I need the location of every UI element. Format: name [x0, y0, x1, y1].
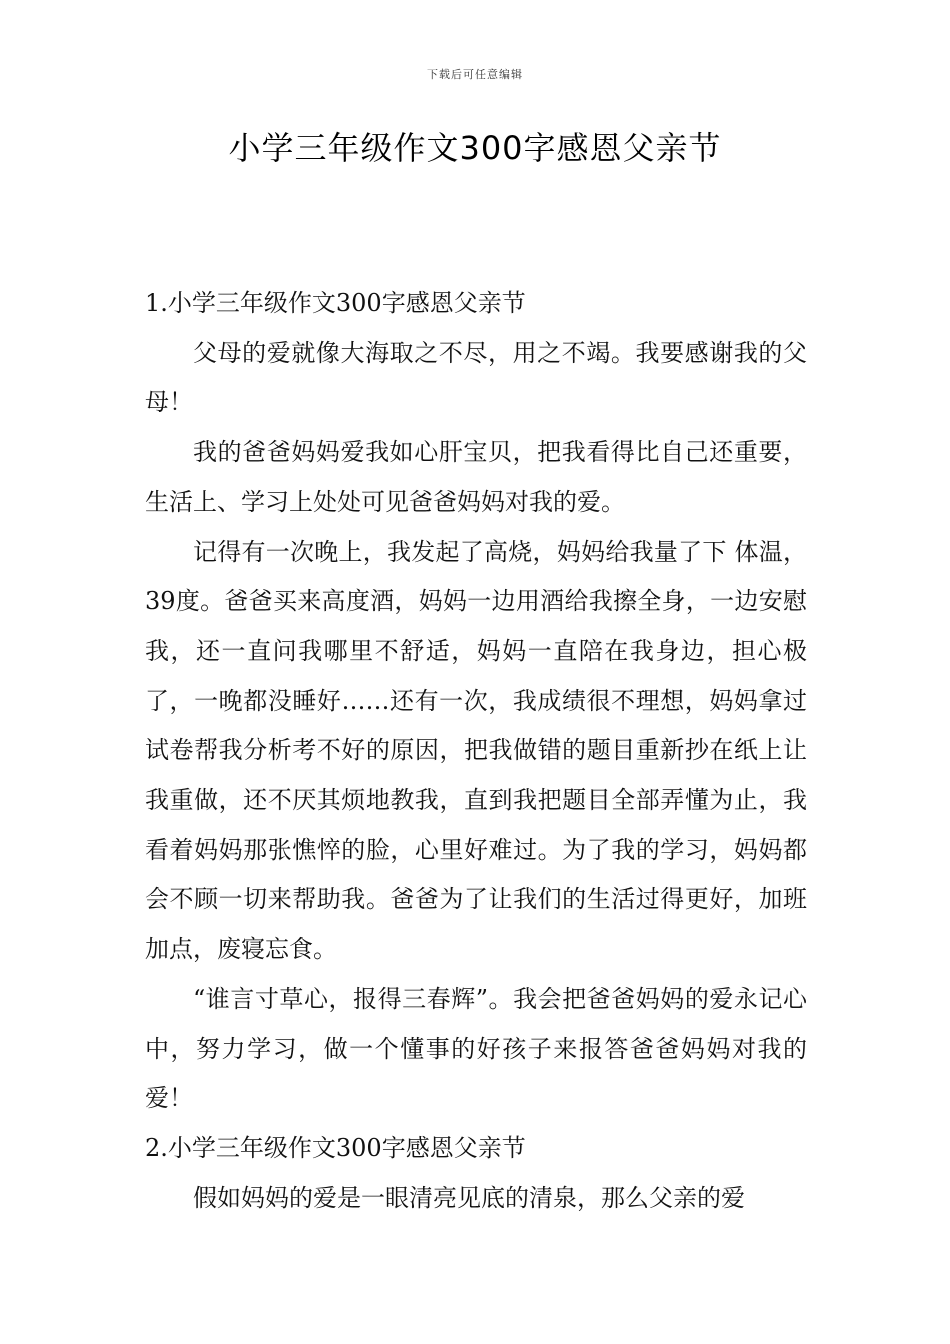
- paragraph: 我的爸爸妈妈爱我如心肝宝贝，把我看得比自己还重要，生活上、学习上处处可见爸爸妈妈对我的爱。: [145, 438, 807, 516]
- paragraph: 父母的爱就像大海取之不尽，用之不竭。我要感谢我的父母！: [145, 338, 807, 417]
- section-heading: 2.小学三年级作文300字感恩父亲节: [145, 1133, 526, 1162]
- paragraph: “谁言寸草心，报得三春辉”。我会把爸爸妈妈的爱永记心中，努力学习，做一个懂事的好孩子来报答爸爸妈妈对我的爱！: [145, 984, 807, 1113]
- document-title: 小学三年级作文300字感恩父亲节: [228, 129, 722, 167]
- paragraph: 假如妈妈的爱是一眼清亮见底的清泉，那么父亲的爱: [193, 1183, 745, 1212]
- paragraph: 记得有一次晚上，我发起了高烧，妈妈给我量了下 体温，39度。爸爸买来高度酒，妈妈一边用酒给我擦全身，一边安慰我，还一直问我哪里不舒适，妈妈一直陪在我身边，担心极了，一晚都没睡好……还有一次，我成绩很不理想，妈妈拿过试卷帮我分析考不好的原因，把我做错的题目重新抄在纸上让我重做，还不厌其烦地教我，直到我把题目全部弄懂为止，我看着妈妈那张憔悴的脸，心里好难过。为了我的学习，妈妈都会不顾一切来帮助我。爸爸为了让我们的生活过得更好，加班加点，废寝忘食。: [145, 537, 807, 964]
- section-heading: 1.小学三年级作文300字感恩父亲节: [145, 289, 526, 317]
- document-body: [145, 279, 807, 1223]
- header-note: 下载后可任意编辑: [427, 68, 523, 81]
